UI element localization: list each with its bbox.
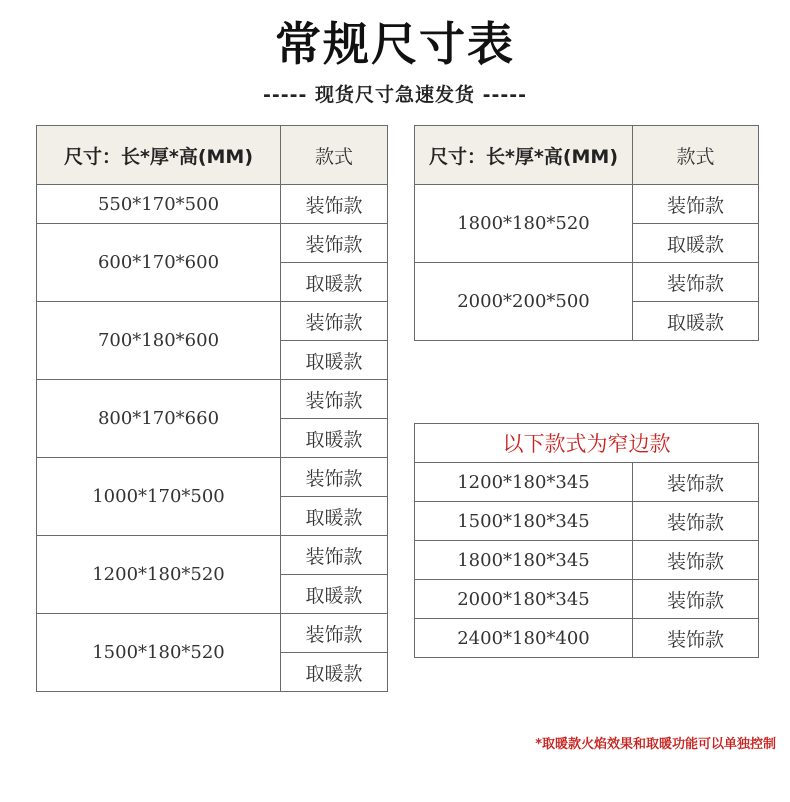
table-row: [415, 502, 759, 541]
style-cell: 取暖款: [281, 419, 388, 458]
size-cell: 1200*180*520: [37, 536, 281, 614]
size-cell: 2000*180*345: [415, 580, 633, 619]
style-cell: 装饰款: [633, 541, 759, 580]
size-cell: 2400*180*400: [415, 619, 633, 658]
size-cell: 1200*180*345: [415, 463, 633, 502]
page-title: 常规尺寸表: [275, 17, 515, 71]
style-cell: 取暖款: [281, 653, 388, 692]
style-cell: 装饰款: [281, 302, 388, 341]
style-column-header: 款式: [633, 126, 759, 185]
size-cell: 1500*180*520: [37, 614, 281, 692]
table-row: [37, 380, 388, 419]
style-cell: 装饰款: [281, 224, 388, 263]
style-cell: 装饰款: [633, 185, 759, 224]
size-cell: 700*180*600: [37, 302, 281, 380]
style-cell: 取暖款: [281, 341, 388, 380]
narrow-size-table: [414, 423, 759, 658]
size-cell: 1800*180*345: [415, 541, 633, 580]
style-cell: 装饰款: [281, 536, 388, 575]
table-header-row: [37, 126, 388, 185]
size-cell: 550*170*500: [37, 185, 281, 224]
table-row: [37, 302, 388, 341]
size-cell: 1000*170*500: [37, 458, 281, 536]
table-row: [415, 185, 759, 224]
table-header-row: [415, 126, 759, 185]
page-subtitle: ----- 现货尺寸急速发货 -----: [262, 84, 528, 106]
style-cell: 取暖款: [281, 575, 388, 614]
style-cell: 装饰款: [281, 614, 388, 653]
table-row: [37, 536, 388, 575]
table-row: [415, 541, 759, 580]
table-row: [37, 224, 388, 263]
style-cell: 装饰款: [281, 185, 388, 224]
style-cell: 装饰款: [633, 263, 759, 302]
table-row: [37, 614, 388, 653]
size-cell: 600*170*600: [37, 224, 281, 302]
style-cell: 取暖款: [633, 224, 759, 263]
style-column-header: 款式: [281, 126, 388, 185]
size-cell: 800*170*660: [37, 380, 281, 458]
table-row: [415, 463, 759, 502]
table-row: [415, 619, 759, 658]
table-row: [415, 263, 759, 302]
style-cell: 取暖款: [281, 263, 388, 302]
size-cell: 1800*180*520: [415, 185, 633, 263]
table-row: [37, 185, 388, 224]
table-row: [37, 458, 388, 497]
table-header-row: [415, 424, 759, 463]
size-column-header: 尺寸：长*厚*高(MM): [415, 126, 633, 185]
style-cell: 装饰款: [281, 380, 388, 419]
style-cell: 装饰款: [633, 502, 759, 541]
footnote: *取暖款火焰效果和取暖功能可以单独控制: [535, 737, 776, 752]
size-column-header: 尺寸：长*厚*高(MM): [37, 126, 281, 185]
style-cell: 装饰款: [633, 619, 759, 658]
style-cell: 取暖款: [633, 302, 759, 341]
size-table-left: [36, 125, 388, 692]
narrow-table-heading: 以下款式为窄边款: [415, 424, 759, 463]
table-row: [415, 580, 759, 619]
style-cell: 取暖款: [281, 497, 388, 536]
style-cell: 装饰款: [633, 463, 759, 502]
style-cell: 装饰款: [281, 458, 388, 497]
size-table-right: [414, 125, 759, 341]
size-cell: 2000*200*500: [415, 263, 633, 341]
style-cell: 装饰款: [633, 580, 759, 619]
size-cell: 1500*180*345: [415, 502, 633, 541]
